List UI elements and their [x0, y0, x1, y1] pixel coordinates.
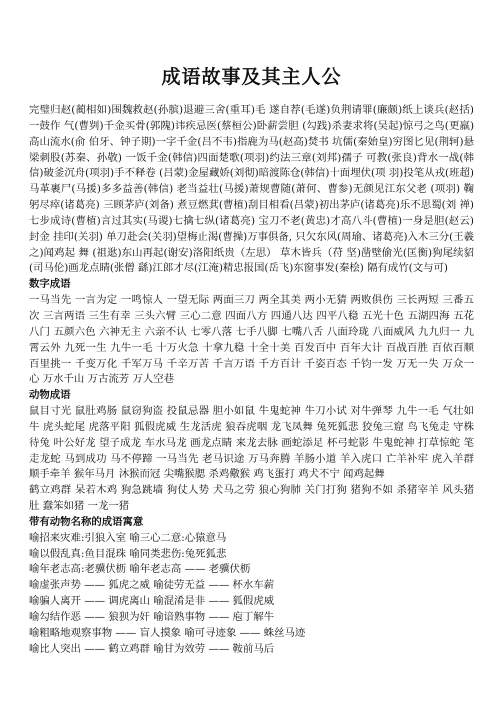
animal-meaning-heading: 带有动物名称的成语寓意 — [29, 515, 144, 528]
animal-idioms-paragraph: 鼠目寸光 鼠肚鸡肠 鼠窃狗盗 投鼠忌器 胆小如鼠 牛鬼蛇神 牛刀小试 对牛弹琴 九牛一毛 气壮如牛 虎头蛇尾 虎落平阳 狐假虎威 生龙活虎 狼吞虎咽 龙飞凤舞 兔死狐悲 狡兔三窟 鸟飞兔走 守株待兔 叶公好龙 望子成龙 车水马龙 画龙点睛 来龙去脉 画蛇添足 杯弓蛇影 牛鬼蛇神 打草惊蛇 笔走龙蛇 马到成功 马不停蹄 一马当先 老马识途 万马奔腾 羊肠小道 羊入虎口 亡羊补牢 虎入羊群 顺手牵羊 猴年马月 沐猴而冠 尖嘴猴腮 杀鸡儆猴 鸡飞蛋打 鸡犬不宁 闻鸡起舞 — [29, 405, 474, 481]
idiom-people-paragraph: 完璧归赵(蔺相如)围魏救赵(孙膑)退避三舍(重耳)毛 遂自荐(毛遂)负荆请罪(廉颇)纸上谈兵(赵括)一鼓作 气(曹刿)千金买骨(郭隗)讳疾忌医(蔡桓公)卧薪尝胆 (勾践)杀妻求将(吴起)惊弓之鸟(更羸)高山流水(俞 伯牙、钟子期)一字千金(吕不韦)指鹿为马(赵高)焚书 坑儒(秦始皇)穷图匕见(荆轲)悬梁刺股(苏秦、孙敬) 一饭千金(韩信)四面楚歌(项羽)约法三章(刘邦)孺子 可教(张良)背水一战(韩信)破釜沉舟(项羽)手不释卷 (吕蒙)金屋藏娇(刘彻)暗渡陈仓(韩信)十面埋伏(项 羽)投笔从戎(班超)马革裹尸(马援)多多益善(韩信) 老当益壮(马援)萧规曹随(萧何、曹参)无颜见江东父老 (项羽) 鞠躬尽瘁(诸葛亮) 三顾茅庐(刘备) 煮豆燃萁(曹植)刮目相看(吕蒙)初出茅庐(诸葛亮)乐不思蜀(刘 禅)七步成诗(曹植)言过其实(马谡)七擒七纵(诸葛亮) 宝刀不老(黄忠)才高八斗(曹植)一身是胆(赵云)封金 挂印(关羽) 单刀赴会(关羽)望梅止渴(曹操)万事俱备, 只欠东风(周瑜、诸葛亮)入木三分(王羲之)闻鸡起 舞 (祖逖)东山再起(谢安)洛阳纸贵（左思） 草木皆兵（苻 坚)凿壁偷光(匡衡)狗尾续貂(司马伦)画龙点睛(张僧 繇)江郎才尽(江淹)精忠报国(岳飞)东窗事发(秦桧) 隔有成竹(文与可) — [29, 104, 474, 275]
page-title: 成语故事及其主人公 — [161, 66, 342, 88]
animal-idioms-heading: 动物成语 — [29, 389, 71, 402]
animal-idioms-paragraph-2: 鹤立鸡群 呆若木鸡 狗急跳墙 狗仗人势 犬马之劳 狼心狗肺 关门打狗 猪狗不如 杀猪宰羊 风头猪肚 蠢笨如猪 一龙一猪 — [29, 484, 474, 513]
animal-meaning-paragraph: 喻招来灾难:引狼入室 喻三心二意:心猿意马 喻以假乱真:鱼目混珠 喻同类悲伤:兔死狐悲 喻年老志高:老骥伏枥 喻年老志高 —— 老骥伏枥 喻虚张声势 —— 狐虎之威 喻徒劳无益 —— 杯水车薪 喻骗人离开 —— 调虎离山 喻混淆是非 —— 狐假虎威 喻勾结作恶 —— 狼狈为奸 喻谙熟事物 —— 庖丁解牛 喻粗略地观察事物 —— 盲人摸象 喻可寻迹象 —— 蛛丝马迹 喻比人突出 —— 鹤立鸡群 喻甘为效劳 —— 鞍前马后 — [29, 531, 306, 655]
number-idioms-paragraph: 一马当先 一言为定 一鸣惊人 一望无际 两面三刀 两全其美 两小无猜 两败俱伤 三长两短 三番五次 三言两语 三生有幸 三头六臂 三心二意 四面八方 四通八达 四平八稳 五光十色 五湖四海 五花八门 五颜六色 六神无主 六亲不认 七零八落 七手八脚 七嘴八舌 八面玲珑 八面威风 九九归一 九霄云外 九死一生 九牛一毛 十万火急 十拿九稳 十全十美 百发百中 百年大计 百战百胜 百依百顺 百里挑一 千变万化 千军万马 千辛万苦 千言万语 千方百计 千姿百态 千钧一发 万无一失 万众一心 万水千山 万古流芳 万人空巷 — [29, 294, 474, 386]
number-idioms-heading: 数字成语 — [29, 278, 71, 291]
